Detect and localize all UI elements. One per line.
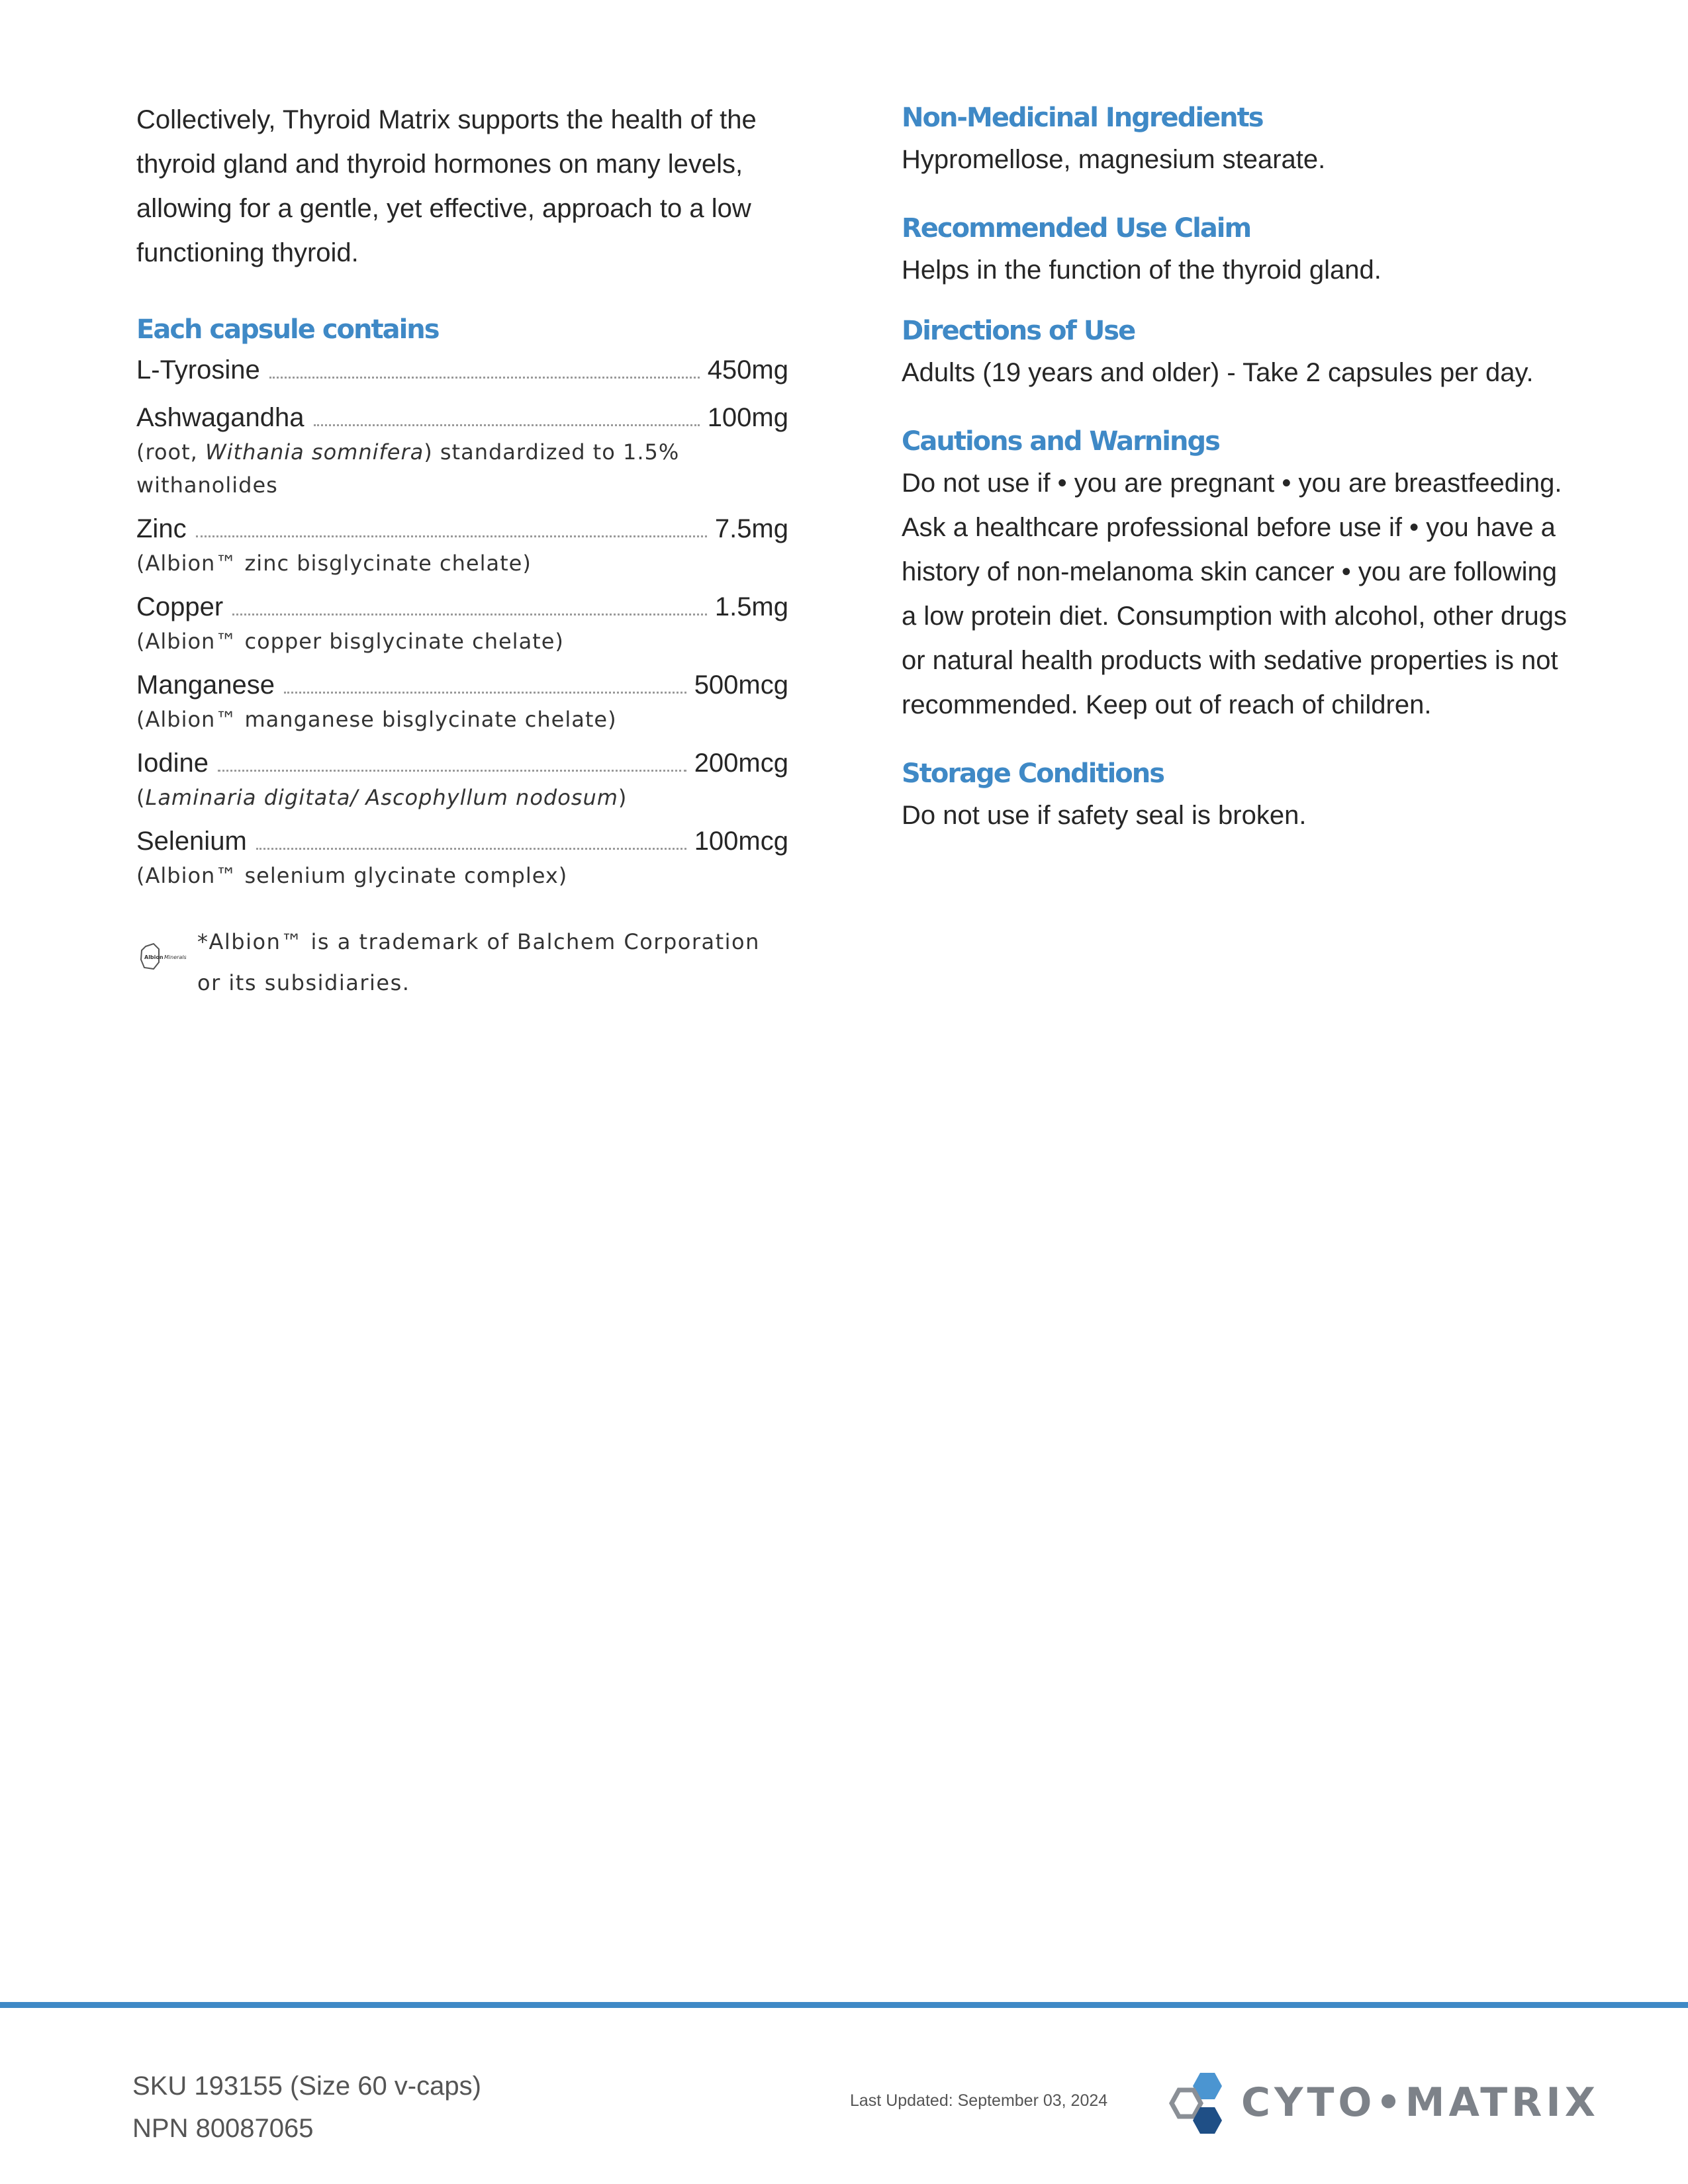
- ingredient-row: [136, 664, 788, 736]
- ingredient-source: (Albion™ selenium glycinate complex): [136, 863, 568, 888]
- ingredient-name: Copper: [136, 592, 224, 621]
- use-claim-text: Helps in the function of the thyroid gland.: [902, 255, 1382, 285]
- cautions-text: Do not use if • you are pregnant • you are breastfeeding. Ask a healthcare professional before use if • you have a history of non-melanoma skin cancer • you are following a low protein diet. Consumption with alcohol, other drugs or natural health products with sedative properties is not recommended. Keep out of reach of children.: [902, 469, 1567, 719]
- dot-leader: [196, 535, 707, 537]
- albion-logo-icon: [139, 942, 192, 972]
- directions-heading: Directions of Use: [902, 316, 1135, 346]
- ingredient-source: (root, Withania somnifera) standardized to 1.5% withanolides: [136, 439, 680, 498]
- svg-text:Albion: Albion: [144, 954, 164, 960]
- ingredient-source: (Albion™ zinc bisglycinate chelate): [136, 551, 532, 576]
- product-codes: [132, 2065, 481, 2150]
- directions-text: Adults (19 years and older) - Take 2 capsules per day.: [902, 358, 1534, 387]
- ingredient-name: L-Tyrosine: [136, 355, 260, 385]
- ingredient-name: Selenium: [136, 827, 247, 856]
- ingredient-amount: 1.5mg: [714, 592, 788, 621]
- dot-leader: [284, 692, 686, 694]
- ingredient-name: Zinc: [136, 514, 187, 543]
- non-medicinal-text: Hypromellose, magnesium stearate.: [902, 145, 1326, 174]
- ingredient-amount: 500mcg: [694, 670, 788, 700]
- capsule-heading: Each capsule contains: [136, 314, 439, 345]
- right-column: [902, 98, 1577, 868]
- non-medicinal-heading: Non-Medicinal Ingredients: [902, 103, 1263, 133]
- ingredient-row: [136, 349, 788, 390]
- last-updated: Last Updated: September 03, 2024: [850, 2091, 1108, 2110]
- ingredient-row: [136, 586, 788, 658]
- footer-divider: [0, 2002, 1688, 2008]
- storage-heading: Storage Conditions: [902, 758, 1164, 789]
- ingredient-source: (Albion™ copper bisglycinate chelate): [136, 629, 564, 654]
- brand-name: CYTO•MATRIX: [1241, 2079, 1599, 2126]
- trademark-note: [136, 921, 788, 1003]
- hexagon-logo-icon: [1162, 2070, 1235, 2140]
- ingredient-source: (Laminaria digitata/ Ascophyllum nodosum): [136, 785, 628, 810]
- ingredient-name: Iodine: [136, 749, 209, 778]
- non-medicinal-section: [902, 98, 1577, 182]
- ingredient-name: Manganese: [136, 670, 275, 700]
- ingredient-amount: 100mg: [707, 403, 788, 432]
- brand-logo: [1162, 2070, 1599, 2140]
- cautions-heading: Cautions and Warnings: [902, 426, 1219, 457]
- svg-text:Minerals: Minerals: [164, 954, 187, 960]
- dot-leader: [256, 848, 686, 850]
- ingredient-amount: 7.5mg: [714, 514, 788, 543]
- dot-leader: [269, 377, 700, 379]
- cautions-section: [902, 422, 1577, 727]
- dot-leader: [232, 614, 707, 615]
- storage-section: [902, 754, 1577, 838]
- ingredient-name: Ashwagandha: [136, 403, 305, 432]
- ingredient-row: [136, 397, 788, 502]
- ingredient-amount: 450mg: [707, 355, 788, 385]
- ingredient-row: [136, 821, 788, 892]
- storage-text: Do not use if safety seal is broken.: [902, 801, 1307, 830]
- ingredient-row: [136, 508, 788, 580]
- use-claim-heading: Recommended Use Claim: [902, 213, 1251, 244]
- ingredient-row: [136, 743, 788, 814]
- ingredient-source: (Albion™ manganese bisglycinate chelate): [136, 707, 617, 732]
- left-column: [136, 98, 788, 1003]
- use-claim-section: [902, 208, 1577, 293]
- trademark-text: *Albion™ is a trademark of Balchem Corporation or its subsidiaries.: [197, 929, 760, 995]
- directions-section: [902, 311, 1577, 395]
- sku-text: SKU 193155 (Size 60 v-caps): [132, 2071, 481, 2101]
- intro-paragraph: Collectively, Thyroid Matrix supports the health of the thyroid gland and thyroid hormones on many levels, allowing for a gentle, yet effective, approach to a low functioning thyroid.: [136, 105, 757, 267]
- npn-text: NPN 80087065: [132, 2114, 314, 2143]
- ingredient-amount: 200mcg: [694, 749, 788, 778]
- dot-leader: [314, 424, 700, 426]
- ingredient-amount: 100mcg: [694, 827, 788, 856]
- dot-leader: [218, 770, 686, 772]
